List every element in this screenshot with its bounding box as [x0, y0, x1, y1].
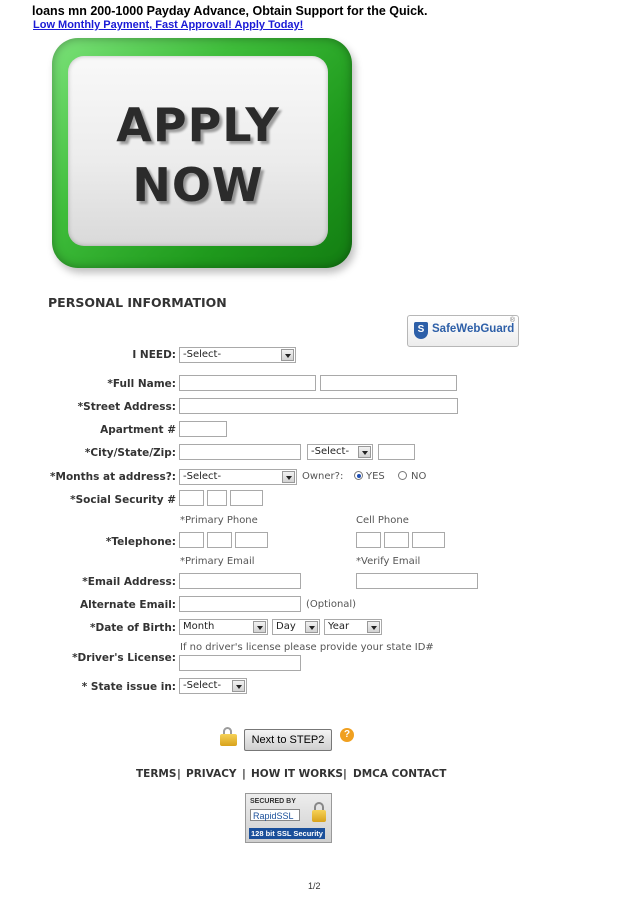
chevron-down-icon [232, 680, 245, 692]
dob-year-select[interactable] [324, 619, 382, 635]
state-select[interactable] [307, 444, 373, 460]
chevron-down-icon [358, 446, 371, 458]
footer-separator: | [242, 768, 246, 780]
label-need: I NEED: [132, 349, 176, 361]
chevron-down-icon [367, 621, 380, 633]
label-months: *Months at address?: [50, 471, 176, 483]
state-issue-select[interactable] [179, 678, 247, 694]
dob-month-value: Month [183, 621, 215, 632]
dob-year-value: Year [328, 621, 350, 632]
alt-email-input[interactable] [179, 596, 301, 612]
label-city-state-zip: *City/State/Zip: [84, 447, 176, 459]
label-apartment: Apartment # [100, 424, 176, 436]
need-select[interactable] [179, 347, 296, 363]
chevron-down-icon [282, 471, 295, 483]
lock-icon [220, 727, 237, 745]
owner-no-radio[interactable] [398, 471, 407, 480]
need-select-value: -Select- [183, 349, 222, 360]
verify-email-input[interactable] [356, 573, 478, 589]
label-full-name: *Full Name: [107, 378, 176, 390]
label-state-issue: * State issue in: [81, 681, 176, 693]
label-ssn: *Social Security # [70, 494, 176, 506]
apply-now-button[interactable] [52, 38, 352, 268]
cell-prefix-input[interactable] [384, 532, 409, 548]
next-step-button[interactable]: Next to STEP2 [244, 729, 332, 751]
label-street: *Street Address: [77, 401, 176, 413]
first-name-input[interactable] [179, 375, 316, 391]
cell-area-input[interactable] [356, 532, 381, 548]
street-input[interactable] [179, 398, 458, 414]
ssn-part3-input[interactable] [230, 490, 263, 506]
dob-day-select[interactable] [272, 619, 320, 635]
footer-how-it-works-link[interactable]: HOW IT WORKS [251, 768, 343, 780]
label-license: *Driver's License: [72, 652, 176, 664]
dob-month-select[interactable] [179, 619, 268, 635]
apply-now-panel [68, 56, 328, 246]
label-telephone: *Telephone: [105, 536, 176, 548]
apply-today-link[interactable]: Low Monthly Payment, Fast Approval! Apply Today! [33, 19, 304, 31]
chevron-down-icon [281, 349, 294, 361]
chevron-down-icon [253, 621, 266, 633]
chevron-down-icon [305, 621, 318, 633]
now-text: NOW [132, 158, 264, 212]
license-input[interactable] [179, 655, 301, 671]
verify-email-label: *Verify Email [356, 556, 421, 567]
document-title: loans mn 200-1000 Payday Advance, Obtain Support for the Quick. [32, 4, 428, 18]
rapidssl-badge[interactable] [245, 793, 332, 843]
footer-dmca-link[interactable]: DMCA CONTACT [353, 768, 447, 780]
primary-phone-label: *Primary Phone [180, 515, 258, 526]
safewebguard-text: SafeWebGuard [432, 323, 515, 335]
owner-yes-label: YES [366, 471, 385, 482]
state-issue-value: -Select- [183, 680, 222, 691]
owner-label: Owner?: [302, 471, 344, 482]
license-hint: If no driver's license please provide your state ID# [180, 642, 434, 653]
primary-email-label: *Primary Email [180, 556, 255, 567]
footer-separator: | [343, 768, 347, 780]
last-name-input[interactable] [320, 375, 457, 391]
ssl-secured-by: SECURED BY [250, 798, 296, 805]
ssn-part2-input[interactable] [207, 490, 227, 506]
city-input[interactable] [179, 444, 301, 460]
state-select-value: -Select- [311, 446, 350, 457]
months-select[interactable] [179, 469, 297, 485]
label-dob: *Date of Birth: [90, 622, 176, 634]
footer-privacy-link[interactable]: PRIVACY [186, 768, 237, 780]
email-input[interactable] [179, 573, 301, 589]
phone-prefix-input[interactable] [207, 532, 232, 548]
ssl-strength: 128 bit SSL Security [251, 829, 323, 838]
apply-text: APPLY [116, 98, 280, 152]
help-icon[interactable]: ? [340, 728, 354, 742]
safewebguard-badge[interactable] [407, 315, 519, 347]
owner-yes-radio[interactable] [354, 471, 363, 480]
label-alt-email: Alternate Email: [80, 599, 176, 611]
registered-mark: ® [509, 317, 515, 324]
owner-no-label: NO [411, 471, 427, 482]
ssn-part1-input[interactable] [179, 490, 204, 506]
page-number: 1/2 [308, 881, 321, 891]
label-email: *Email Address: [82, 576, 176, 588]
shield-icon: S [414, 322, 428, 339]
ssl-brand: RapidSSL [250, 809, 300, 821]
phone-line-input[interactable] [235, 532, 268, 548]
cell-phone-label: Cell Phone [356, 515, 409, 526]
footer-terms-link[interactable]: TERMS [136, 768, 177, 780]
months-select-value: -Select- [183, 471, 222, 482]
apartment-input[interactable] [179, 421, 227, 437]
dob-day-value: Day [276, 621, 296, 632]
optional-label: (Optional) [306, 599, 357, 610]
section-title: PERSONAL INFORMATION [48, 295, 227, 310]
zip-input[interactable] [378, 444, 415, 460]
phone-area-input[interactable] [179, 532, 204, 548]
padlock-icon [312, 802, 326, 824]
footer-separator: | [177, 768, 181, 780]
cell-line-input[interactable] [412, 532, 445, 548]
